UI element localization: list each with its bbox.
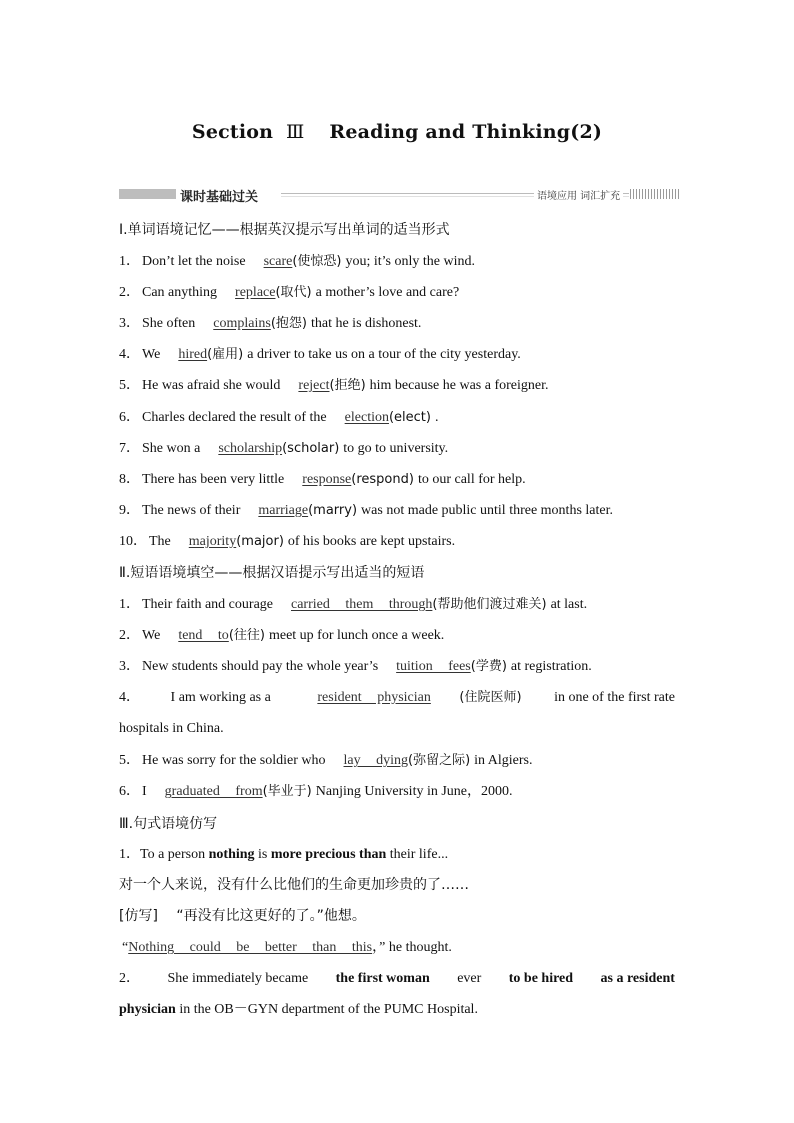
item-answer: scholarship (218, 441, 283, 456)
section-banner (119, 187, 680, 205)
sentence-2-line2: physician in the OB－GYN department of the PUMC Hospital. (119, 1002, 478, 1017)
item-hint: (respond) (351, 472, 414, 487)
item-text-before: I am working as a (170, 690, 271, 705)
item-answer: scare (263, 254, 293, 269)
item-answer: graduated from (164, 784, 263, 799)
phrase-item (119, 783, 675, 801)
item-hint: (marry) (308, 503, 358, 518)
banner-label: 课时基础过关 (180, 190, 259, 205)
title-sub: Reading and Thinking(2) (329, 121, 603, 143)
phrase-item (119, 596, 675, 614)
page-title (0, 121, 794, 143)
item-hint: (学费) (470, 659, 507, 674)
item-answer: lay dying (343, 753, 409, 768)
item-text-before: We (142, 628, 161, 643)
item-text-after: in Algiers. (474, 753, 533, 768)
keyword-nothing: nothing (208, 847, 255, 862)
keyword-physician: physician (119, 1002, 176, 1017)
item-hint: (拒绝) (329, 378, 366, 393)
imitate-answer: Nothing could be better than this (128, 940, 373, 955)
item-text-before: Their faith and courage (142, 597, 273, 612)
item-answer: complains (213, 316, 271, 331)
item-number: 2． (119, 628, 140, 643)
item-number: 7． (119, 441, 140, 456)
vocab-item (119, 471, 675, 489)
item-answer: election (344, 410, 389, 425)
banner-right-label: 语境应用 词汇扩充 (534, 187, 623, 202)
item-hint: (major) (236, 534, 284, 549)
title-main: Section (191, 121, 274, 143)
keyword-to-be-hired: to be hired (508, 971, 574, 986)
item-answer: response (302, 472, 352, 487)
item-text-before: New students should pay the whole year’s (142, 659, 379, 674)
item-text-after: in one of the first rate (554, 690, 675, 705)
part1-heading: Ⅰ.单词语境记忆——根据英汉提示写出单词的适当形式 (119, 222, 450, 238)
imitate-label: [仿写] (119, 908, 158, 924)
vocab-item (119, 253, 675, 271)
item-text-after: Nanjing University in June，2000. (315, 784, 513, 799)
item-hint: (取代) (275, 285, 312, 300)
item-text-before: We (142, 347, 161, 362)
vocab-item (119, 346, 675, 364)
item-number: 2． (119, 285, 140, 300)
item-hint: (抱怨) (270, 316, 307, 331)
item-number: 5． (119, 378, 140, 393)
sentence-1-translation: 对一个人来说，没有什么比他们的生命更加珍贵的了…… (119, 877, 469, 893)
keyword-more-precious-than: more precious than (270, 847, 387, 862)
vocab-item (119, 533, 675, 551)
sentence-1: 1．To a person nothing is more precious than their life... (119, 847, 449, 862)
item-text-before: He was afraid she would (142, 378, 281, 393)
item-text-after: . (434, 410, 439, 425)
part3-heading: Ⅲ.句式语境仿写 (119, 816, 218, 832)
item-text-after: a mother’s love and care? (315, 285, 460, 300)
phrase-item-continuation: hospitals in China. (119, 721, 224, 736)
banner-bar (119, 189, 176, 199)
part2-heading: Ⅱ.短语语境填空——根据汉语提示写出适当的短语 (119, 565, 425, 581)
item-hint: (elect) (388, 410, 431, 425)
imitate-line: [仿写] “再没有比这更好的了。”他想。 (119, 908, 366, 924)
item-hint: (住院医师) (459, 690, 522, 705)
item-text-before: The news of their (142, 503, 241, 518)
item-text-after: was not made public until three months later. (361, 503, 613, 518)
item-text-after: to go to university. (343, 441, 449, 456)
keyword-first-woman: the first woman (335, 971, 430, 986)
item-answer: carried them through (291, 597, 433, 612)
item-number: 1． (119, 597, 140, 612)
item-hint: (帮助他们渡过难关) (432, 597, 547, 612)
item-text-before: Don’t let the noise (142, 254, 246, 269)
item-text-after: meet up for lunch once a week. (268, 628, 445, 643)
banner-stripes (630, 189, 680, 199)
vocab-item (119, 409, 675, 427)
keyword-as-a-resident: as a resident (600, 971, 675, 986)
vocab-item (119, 440, 675, 458)
phrase-item (119, 752, 675, 770)
item-number: 9． (119, 503, 140, 518)
sentence-2-line1: 2． She immediately became the first woman ever to be hired as a resident (119, 971, 675, 986)
item-answer: marriage (258, 503, 309, 518)
item-number: 5． (119, 753, 140, 768)
item-text-before: She won a (142, 441, 201, 456)
item-answer: tuition fees (396, 659, 471, 674)
item-hint: (毕业于) (262, 784, 312, 799)
item-number: 4． (119, 347, 140, 362)
item-number: 1． (119, 254, 140, 269)
item-text-after: at registration. (510, 659, 592, 674)
item-number: 10． (119, 534, 147, 549)
item-text-after: him because he was a foreigner. (369, 378, 549, 393)
item-hint: (弥留之际) (408, 753, 471, 768)
item-text-before: There has been very little (142, 472, 285, 487)
item-text-before: I (142, 784, 147, 799)
item-hint: (雇用) (207, 347, 244, 362)
vocab-item (119, 502, 675, 520)
item-text-after: you; it’s only the wind. (345, 254, 475, 269)
item-number: 4． (119, 690, 140, 705)
item-answer: hired (178, 347, 208, 362)
item-number: 6． (119, 784, 140, 799)
item-answer: tend to (178, 628, 229, 643)
item-answer: resident physician (317, 690, 431, 705)
vocab-item (119, 377, 675, 395)
item-number: 8． (119, 472, 140, 487)
vocab-item (119, 315, 675, 333)
item-answer: majority (188, 534, 237, 549)
item-text-before: Can anything (142, 285, 218, 300)
phrase-item (119, 689, 675, 707)
item-hint: (scholar) (282, 441, 340, 456)
item-answer: reject (298, 378, 330, 393)
item-text-after: to our call for help. (417, 472, 526, 487)
item-number: 3． (119, 316, 140, 331)
item-hint: (往往) (228, 628, 265, 643)
item-text-after: at last. (550, 597, 588, 612)
item-text-after: that he is dishonest. (310, 316, 422, 331)
item-number: 6． (119, 410, 140, 425)
item-text-before: He was sorry for the soldier who (142, 753, 326, 768)
item-text-before: She often (142, 316, 196, 331)
title-roman: Ⅲ (286, 121, 305, 143)
vocab-item (119, 284, 675, 302)
item-hint: (使惊恐) (292, 254, 342, 269)
item-number: 3． (119, 659, 140, 674)
phrase-item (119, 627, 675, 645)
item-answer: replace (235, 285, 276, 300)
item-text-before: Charles declared the result of the (142, 410, 327, 425)
imitate-answer-line: “Nothing could be better than this，” he thought. (122, 940, 452, 955)
item-text-after: a driver to take us on a tour of the city yesterday. (247, 347, 521, 362)
item-text-before: The (149, 534, 171, 549)
phrase-item (119, 658, 675, 676)
item-text-after: of his books are kept upstairs. (287, 534, 456, 549)
